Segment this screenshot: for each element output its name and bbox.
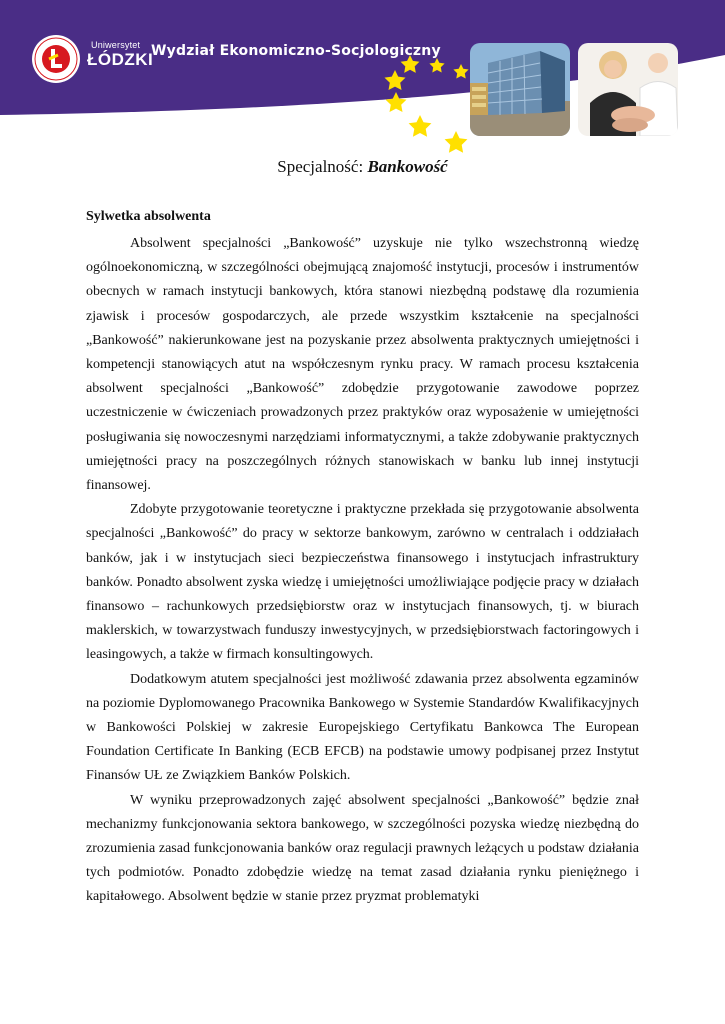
paragraph: Zdobyte przygotowanie teoretyczne i praktyczne przekłada się przygotowanie absolwenta specjalności „Bankowość” do pracy w sektorze bankowym, zarówno w centralach i oddziałach banków, jak i w instytucjach sieci bezpieczeństwa finansowego i instytucjach infrastruktury banków. Ponadto absolwent zyska wiedzę i umiejętności umożliwiające podjęcie pracy w działach finansowo – rachunkowych przedsiębiorstw oraz w instytucjach finansowych, tj. w biurach maklerskich, w towarzystwach funduszy inwestycyjnych, w przedsiębiorstwach factoringowych i leasingowych, a także w firmach konsultingowych. <box>86 502 639 663</box>
specialization-name: Bankowość <box>367 157 448 176</box>
title-prefix: Specjalność: <box>277 157 368 176</box>
students-photo <box>578 43 678 136</box>
university-seal-icon <box>31 34 81 84</box>
star-icon <box>445 131 468 153</box>
university-name: ŁÓDZKI <box>87 50 154 69</box>
document-body <box>86 232 639 910</box>
building-photo <box>470 43 570 136</box>
university-label-small: Uniwersytet <box>91 40 141 50</box>
university-logo <box>31 34 81 84</box>
paragraph: Dodatkowym atutem specjalności jest możliwość zdawania przez absolwenta egzaminów na poziomie Dyplomowanego Pracownika Bankowego w Systemie Standardów Kwalifikacyjnych w Bankowości Polskiej w zakresie Europejskiego Certyfikatu Bankowca The European Foundation Certificate In Banking (ECB EFCB) na podstawie umowy podpisanej przez Instytut Finansów UŁ ze Związkiem Banków Polskich. <box>86 671 639 784</box>
paragraph: Absolwent specjalności „Bankowość” uzyskuje nie tylko wszechstronną wiedzę ogólnoekonomiczną, w szczególności obejmującą znajomość instytucji, procesów i instrumentów obecnych w ramach instytucji bankowych, która stanowi niezbędną podstawę dla rozumienia zjawisk i procesów gospodarczych, ale przede wszystkim kształcenie na specjalności „Bankowość” nakierunkowane jest na pozyskanie przez absolwenta praktycznych umiejętności i kompetencji stanowiących atut na współczesnym rynku pracy. W ramach procesu kształcenia absolwent specjalności „Bankowość” zdobędzie przygotowanie zawodowe poprzez uczestniczenie w ćwiczeniach prowadzonych przez praktyków oraz wyposażenie w umiejętności posługiwania się nowoczesnymi narzędziami informatycznymi, a także zdobywanie praktycznych umiejętności pracy na poszczególnych różnych stanowiskach w banku lub innej instytucji finansowej. <box>86 236 639 494</box>
faculty-name: Wydział Ekonomiczno-Socjologiczny <box>151 43 441 59</box>
header-banner <box>0 0 725 160</box>
star-icon <box>409 115 432 137</box>
section-heading: Sylwetka absolwenta <box>86 209 211 224</box>
paragraph: W wyniku przeprowadzonych zajęć absolwent specjalności „Bankowość” będzie znał mechanizmy funkcjonowania sektora bankowego, w szczególności pozyska wiedzę niezbędną do zrozumienia zasad funkcjonowania banków oraz regulacji prawnych leżących u podstaw działania tych podmiotów. Ponadto zdobędzie wiedzę na temat zasad działania rynku pieniężnego i kapitałowego. Absolwent będzie w stanie przez pryzmat problematyki <box>86 792 639 905</box>
page-title <box>0 157 725 177</box>
